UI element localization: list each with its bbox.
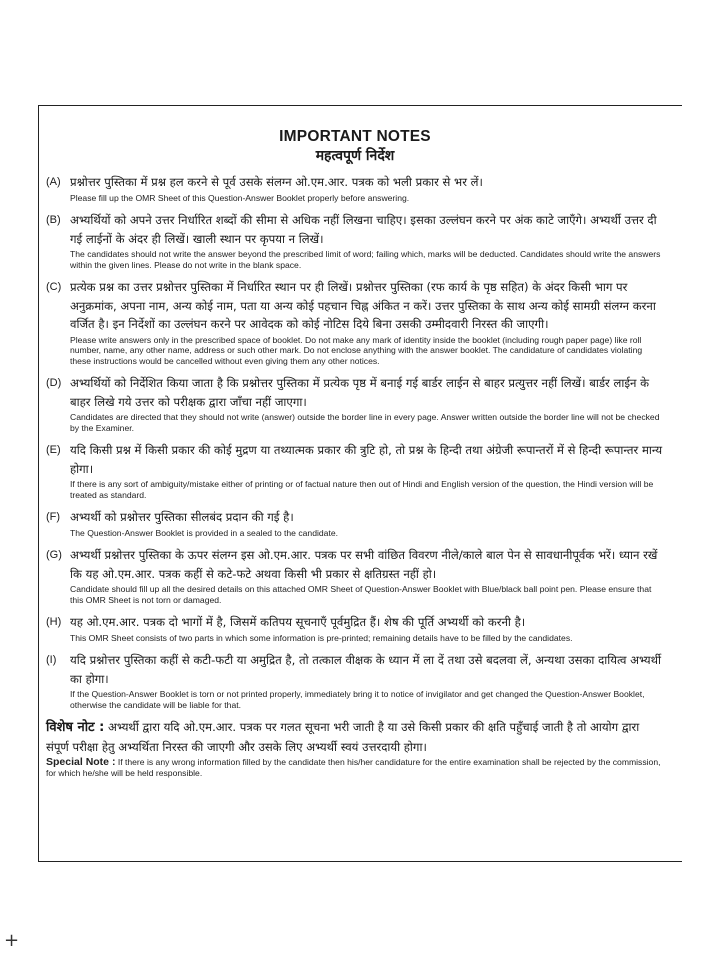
- special-note-hindi-label: विशेष नोट :: [46, 720, 105, 735]
- note-marker: (B): [46, 214, 61, 226]
- special-note: [46, 718, 664, 778]
- note-english-text: Please write answers only in the prescribed space of booklet. Do not make any mark of identity inside the booklet (including rough paper page) like roll number, name, any other name, address or such other mark. Do not enclose anything with the answer booklet. The candidature of candidates violating these instructions would be cancelled without even giving them any other notices.: [70, 334, 643, 366]
- note-hindi-text: प्रत्येक प्रश्न का उत्तर प्रश्नोत्तर पुस्तिका में निर्धारित स्थान पर ही लिखें। प्रश्नोत्तर पुस्तिका (रफ कार्य के पृष्ठ सहित) के अंदर किसी भाग पर अनुक्रमांक, अपना नाम, अन्य कोई नाम, पता या अन्य कोई पहचान चिह्न अंकित न करें। उत्तर पुस्तिका के साथ अन्य कोई सामग्री संलग्न करना वर्जित है। इन निर्देशों का उल्लंघन करने पर आवेदक को कोई नोटिस दिये बिना उसकी उम्मीदवारी निरस्त की जाएगी।: [70, 280, 656, 331]
- special-note-english-text: If there is any wrong information filled by the candidate then his/her candidature for the entire examination shall be rejected by the commission, for which he/she will be held responsible.: [46, 757, 661, 778]
- note-english-text: If there is any sort of ambiguity/mistake either of printing or of factual nature then out of Hindi and English version of the question, the Hindi version will be treated as standard.: [70, 479, 654, 500]
- note-english-text: The candidates should not write the answer beyond the prescribed limit of word; failing which, marks will be deducted. Candidates should write the answers within the given lines. Please do not write in the blank space.: [70, 249, 661, 270]
- page-title-hindi: महत्वपूर्ण निर्देश: [315, 148, 395, 164]
- note-h: [46, 613, 664, 643]
- note-english-text: Please fill up the OMR Sheet of this Question-Answer Booklet properly before answering.: [70, 192, 410, 203]
- crop-mark-icon: +: [4, 930, 20, 951]
- note-marker: (D): [46, 377, 62, 389]
- note-i: [46, 651, 664, 710]
- note-marker: (F): [46, 511, 61, 523]
- special-note-english-label: Special Note :: [46, 756, 116, 768]
- note-a: [46, 173, 664, 203]
- important-notes-section: [46, 128, 664, 778]
- note-hindi-text: अभ्यर्थियों को निर्देशित किया जाता है कि प्रश्नोत्तर पुस्तिका में प्रत्येक पृष्ठ में बनाई गई बार्डर लाईन से बाहर प्रत्युत्तर नहीं लिखें। बार्डर लाईन के बाहर लिखे गये उत्तर को परीक्षक द्वारा जाँचा नहीं जाएगा।: [70, 376, 650, 409]
- note-marker: (H): [46, 616, 62, 628]
- note-english-text: Candidates are directed that they should not write (answer) outside the border line in every page. Answer written outside the border line will not be checked by the Examiner.: [70, 412, 660, 433]
- note-g: [46, 546, 664, 605]
- note-english-text: Candidate should fill up all the desired details on this attached OMR Sheet of Question-Answer Booklet with Blue/black ball point pen. Please ensure that this OMR Sheet is not torn or damaged.: [70, 584, 652, 605]
- note-english-text: The Question-Answer Booklet is provided in a sealed to the candidate.: [70, 527, 338, 538]
- note-b: [46, 211, 664, 270]
- note-english-text: If the Question-Answer Booklet is torn or not printed properly, immediately bring it to notice of invigilator and get changed the Question-Answer Booklet, otherwise the candidate will be liable for that.: [70, 689, 645, 710]
- note-marker: (E): [46, 444, 61, 456]
- note-hindi-text: अभ्यर्थियों को अपने उत्तर निर्धारित शब्दों की सीमा से अधिक नहीं लिखना चाहिए। इसका उल्लंघन करने पर अंक काटे जाएँगे। अभ्यर्थी उत्तर दी गई लाईनों के अंदर ही लिखें। खाली स्थान पर कृपया न लिखें।: [70, 213, 657, 246]
- note-marker: (I): [46, 654, 57, 666]
- note-hindi-text: अभ्यर्थी को प्रश्नोत्तर पुस्तिका सीलबंद प्रदान की गई है।: [70, 510, 294, 524]
- note-hindi-text: अभ्यर्थी प्रश्नोत्तर पुस्तिका के ऊपर संलग्न इस ओ.एम.आर. पत्रक पर सभी वांछित विवरण नीले/काले बाल पेन से सावधानीपूर्वक भरें। ध्यान रखें कि यह ओ.एम.आर. पत्रक कहीं से कटे-फटे अथवा किसी भी प्रकार से क्षतिग्रस्त नहीं हो।: [70, 548, 658, 581]
- note-marker: (A): [46, 176, 61, 188]
- note-c: [46, 278, 664, 366]
- note-f: [46, 508, 664, 538]
- note-hindi-text: यदि किसी प्रश्न में किसी प्रकार की कोई मुद्रण या तथ्यात्मक प्रकार की त्रुटि हो, तो प्रश्न के हिन्दी तथा अंग्रेजी रूपान्तरों में से हिन्दी रूपान्तर मान्य होगा।: [70, 443, 663, 476]
- note-marker: (C): [46, 281, 62, 293]
- note-hindi-text: यह ओ.एम.आर. पत्रक दो भागों में है, जिसमें कतिपय सूचनाएँ पूर्वमुद्रित हैं। शेष की पूर्ति अभ्यर्थी को करनी है।: [70, 615, 526, 629]
- note-d: [46, 374, 664, 433]
- note-hindi-text: प्रश्नोत्तर पुस्तिका में प्रश्न हल करने से पूर्व उसके संलग्न ओ.एम.आर. पत्रक को भली प्रकार से भर लें।: [70, 175, 483, 189]
- page-title: IMPORTANT NOTES: [279, 128, 431, 145]
- note-e: [46, 441, 664, 500]
- note-english-text: This OMR Sheet consists of two parts in which some information is pre-printed; remaining details have to be filled by the candidates.: [70, 632, 573, 643]
- special-note-hindi-text: अभ्यर्थी द्वारा यदि ओ.एम.आर. पत्रक पर गलत सूचना भरी जाती है या उसे किसी प्रकार की क्षति पहुँचाई जाती है तो आयोग द्वारा संपूर्ण परीक्षा हेतु अभ्यर्थिता निरस्त की जाएगी और उसके लिए अभ्यर्थी स्वयं उत्तरदायी होगा।: [46, 720, 640, 754]
- note-marker: (G): [46, 549, 62, 561]
- note-hindi-text: यदि प्रश्नोत्तर पुस्तिका कहीं से कटी-फटी या अमुद्रित है, तो तत्काल वीक्षक के ध्यान में ला दें तथा उसे बदलवा लें, अन्यथा उसका दायित्व अभ्यर्थी का होगा।: [70, 653, 661, 686]
